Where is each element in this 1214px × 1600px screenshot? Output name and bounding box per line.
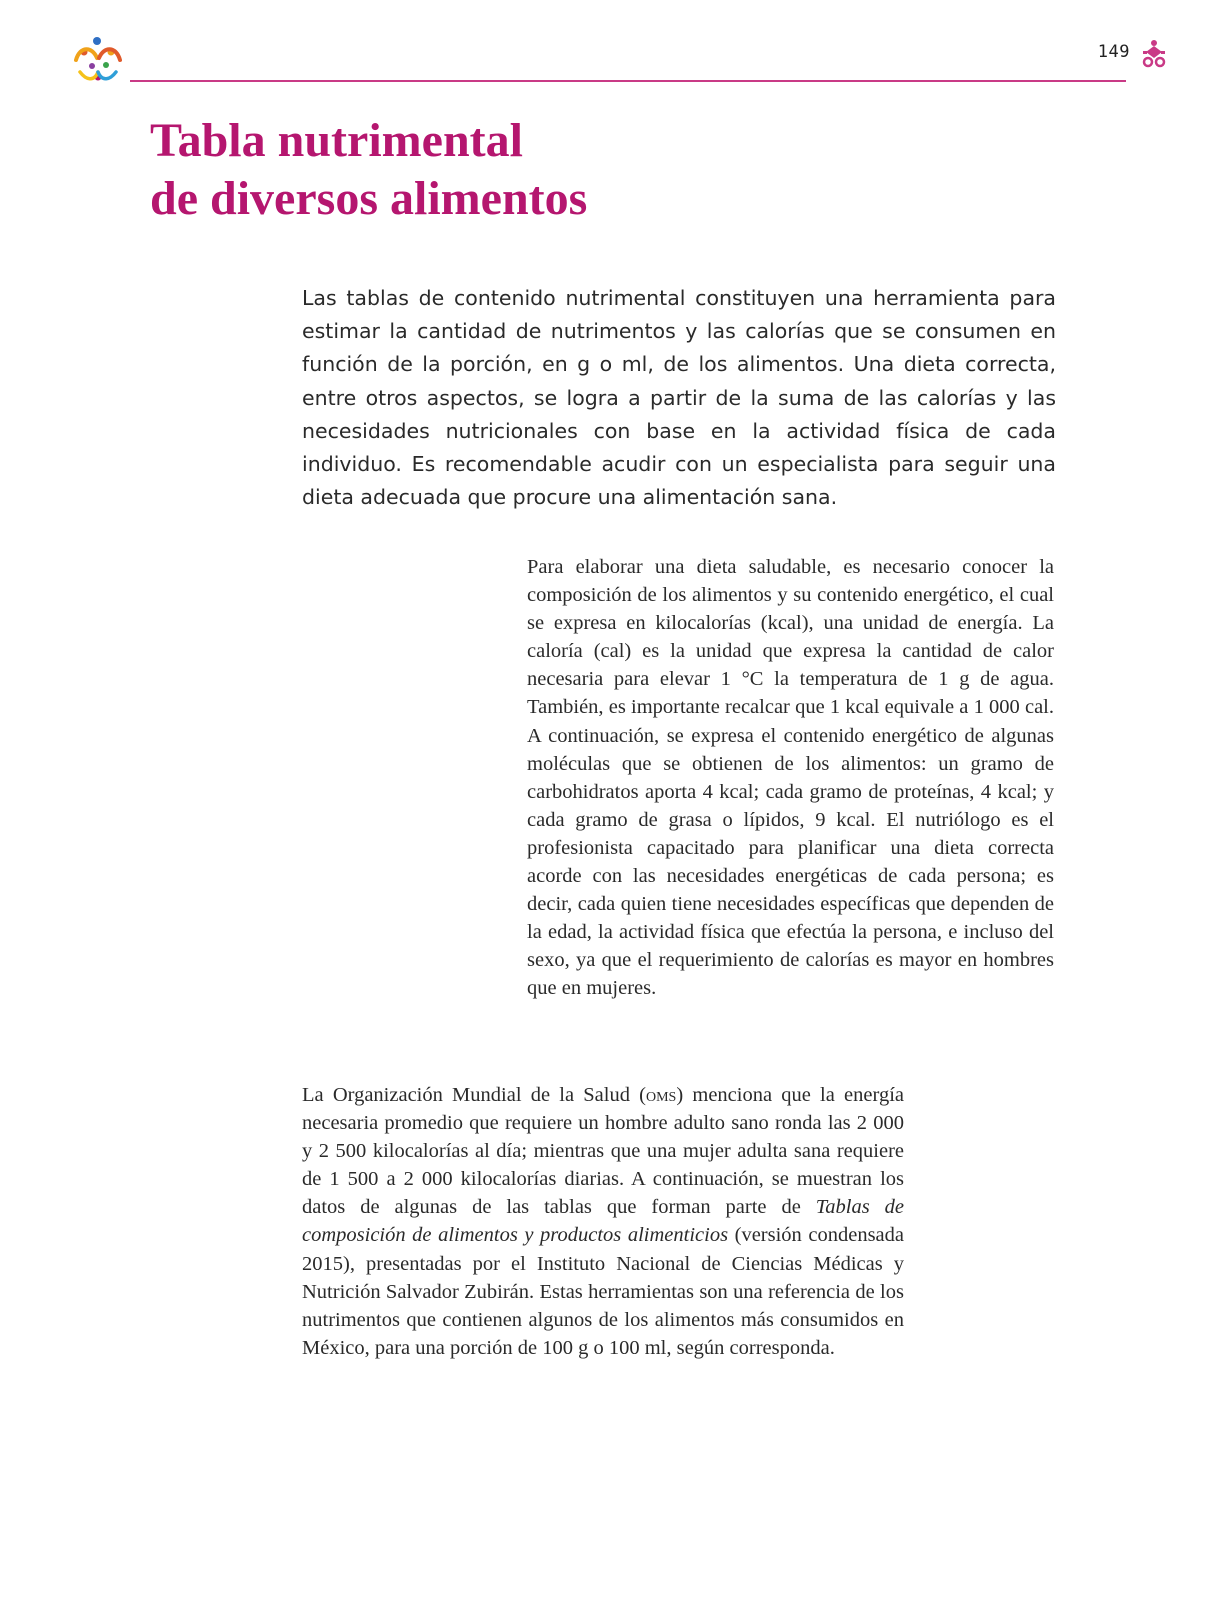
colorful-people-logo-icon <box>70 32 126 88</box>
oms-abbreviation: oms <box>645 1084 677 1106</box>
oms-paragraph-part-1: La Organización Mundial de la Salud ( <box>302 1084 646 1106</box>
oms-paragraph-part-2: ) menciona que la energía necesaria promedio que requiere un hombre adulto sano ronda las 2 000 y 2 500 kilocalorías al día; mientras que una mujer adulta sana requiere de 1 500 a 2 000 kilocalorías diarias. A continuación, se muestran los datos de algunas de las tablas que forman parte de <box>302 1084 904 1219</box>
magenta-ornament-icon <box>1140 38 1168 70</box>
page-number: 149 <box>1097 42 1130 62</box>
book-title-reference: Tablas de composición de alimentos y productos alimenticios <box>302 1196 905 1247</box>
page-title-line-1: Tabla nutrimental <box>150 114 523 167</box>
oms-paragraph-part-3: (versión condensada 2015), presentadas por el Instituto Nacional de Ciencias Médicas y Nutrición Salvador Zubirán. Estas herramientas son una referencia de los nutrimentos que contienen algunos de los alimentos más consumidos en México, para una porción de 100 g o 100 ml, según corresponda. <box>302 1224 904 1359</box>
header-rule <box>130 80 1126 82</box>
page-title-line-2: de diversos alimentos <box>150 172 588 225</box>
page-title <box>150 112 587 228</box>
oms-paragraph <box>302 1081 904 1362</box>
energy-paragraph: Para elaborar una dieta saludable, es necesario conocer la composición de los alimentos y su contenido energético, el cual se expresa en kilocalorías (kcal), una unidad de energía. La caloría (cal) es la unidad que expresa la cantidad de calor necesaria para elevar 1 °C la temperatura de 1 g de agua. También, es importante recalcar que 1 kcal equivale a 1 000 cal. A continuación, se expresa el contenido energético de algunas moléculas que se obtienen de los alimentos: un gramo de carbohidratos aporta 4 kcal; cada gramo de proteínas, 4 kcal; y cada gramo de grasa o lípidos, 9 kcal. El nutriólogo es el profesionista capacitado para planificar una dieta correcta acorde con las necesidades energéticas de cada persona; es decir, cada quien tiene necesidades específicas que dependen de la edad, la actividad física que efectúa la persona, e incluso del sexo, ya que el requerimiento de calorías es mayor en hombres que en mujeres. <box>527 556 1054 1000</box>
intro-paragraph: Las tablas de contenido nutrimental constituyen una herramienta para estimar la cantidad de nutrimentos y las calorías que se consumen en función de la porción, en g o ml, de los alimentos. Una dieta correcta, entre otros aspectos, se logra a partir de la suma de las calorías y las necesidades nutricionales con base en la actividad física de cada individuo. Es recomendable acudir con un especialista para seguir una dieta adecuada que procure una alimentación sana. <box>302 286 1056 510</box>
